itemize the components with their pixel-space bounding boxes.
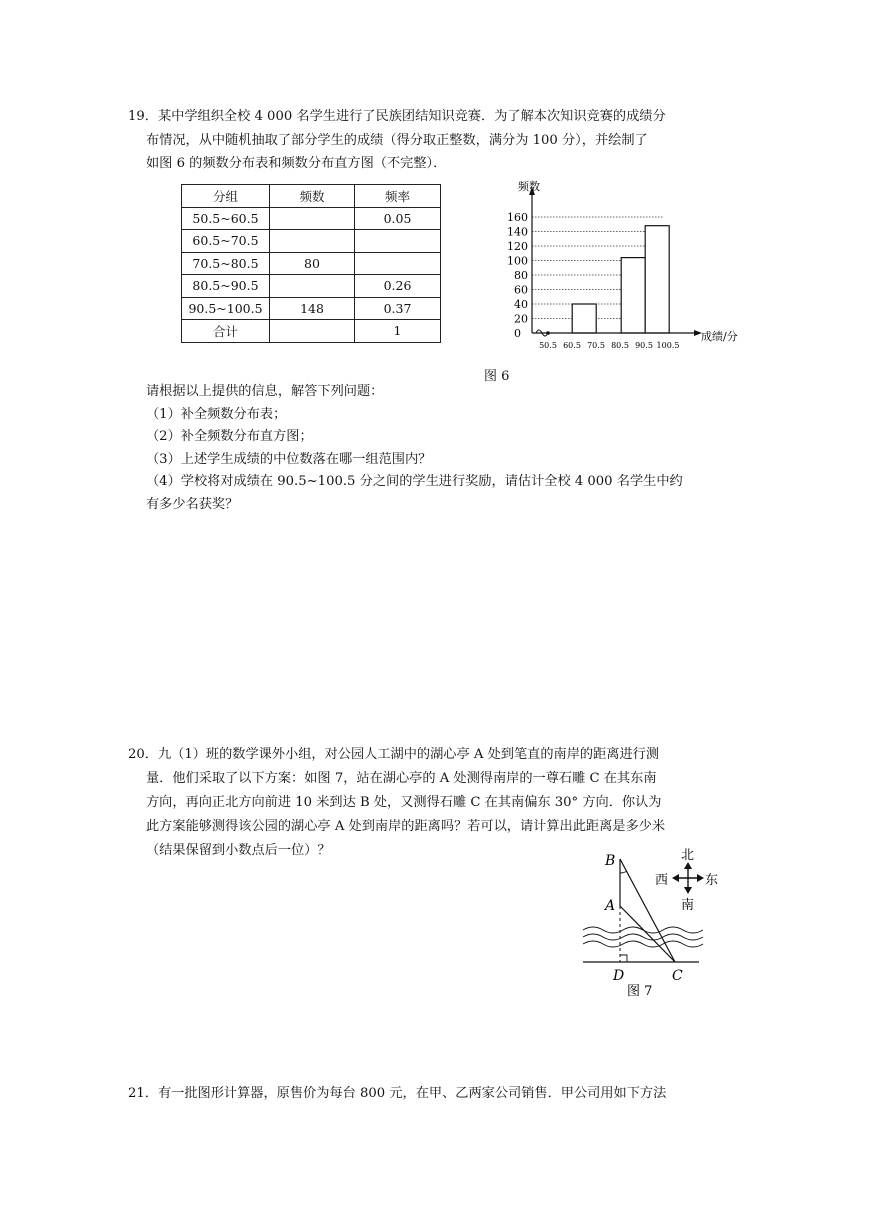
table-cell [270, 230, 355, 253]
x-axis-label: 成绩/分 [701, 330, 738, 343]
y-tick-label: 120 [507, 240, 528, 253]
figure-6-caption: 图 6 [484, 369, 510, 384]
table-cell: 148 [270, 297, 355, 320]
q19-question-intro: 请根据以上提供的信息，解答下列问题： [146, 384, 384, 399]
y-tick-label: 20 [514, 312, 528, 326]
table-row [182, 320, 441, 343]
q20-line-4: 此方案能够测得该公园的湖心亭 A 处到南岸的距离吗？若可以，请计算出此距离是多少米 [146, 819, 666, 834]
table-row [182, 275, 441, 298]
y-tick-label: 60 [514, 283, 528, 297]
table-row [182, 207, 441, 230]
table-cell: 80.5~90.5 [182, 275, 270, 298]
y-tick-label: 40 [514, 298, 528, 311]
x-tick-label: 80.5 [611, 341, 629, 350]
histogram-bar [572, 304, 596, 333]
q19-line-2: 布情况，从中随机抽取了部分学生的成绩（得分取正整数，满分为 100 分），并绘制了 [146, 133, 648, 148]
y-tick-labels [507, 211, 528, 340]
table-row [182, 230, 441, 253]
table-cell [355, 252, 441, 275]
compass-arrow-north [684, 862, 692, 869]
compass-south-label: 南 [681, 898, 695, 913]
table-cell: 1 [355, 320, 441, 343]
y-tick-label: 80 [514, 269, 528, 282]
q19-question-4-cont: 有多少名获奖？ [146, 497, 239, 512]
compass-rose [672, 862, 704, 894]
point-label-C: C [672, 968, 683, 984]
q19-question-2: （2）补全频数分布直方图； [146, 429, 313, 444]
x-tick-label: 100.5 [656, 341, 680, 350]
x-tick-labels [539, 341, 679, 350]
x-tick-label: 50.5 [539, 341, 557, 350]
table-cell [355, 230, 441, 253]
table-cell: 0.26 [355, 275, 441, 298]
x-tick-label: 60.5 [563, 341, 581, 350]
table-row [182, 252, 441, 275]
q19-question-4: （4）学校将对成绩在 90.5~100.5 分之间的学生进行奖励，请估计全校 4 000 名学生中约 [146, 474, 683, 489]
table-cell: 50.5~60.5 [182, 207, 270, 230]
frequency-table [181, 184, 441, 343]
q20-line-3: 方向，再向正北方向前进 10 米到达 B 处，又测得石雕 C 在其南偏东 30° 方向．你认为 [146, 795, 662, 810]
table-cell: 80 [270, 252, 355, 275]
point-label-A: A [605, 898, 616, 914]
table-header: 频率 [355, 185, 441, 208]
y-tick-label: 160 [507, 211, 528, 224]
chart-bars [572, 226, 669, 333]
y-axis-label: 频数 [518, 180, 540, 193]
q20-line-2: 量．他们采取了以下方案：如图 7，站在湖心亭的 A 处测得南岸的一尊石雕 C 在其东南 [146, 771, 657, 786]
q19-question-1: （1）补全频数分布表； [146, 407, 287, 422]
table-cell: 合计 [182, 320, 270, 343]
angle-arc-B [620, 871, 627, 873]
compass-arrow-west [672, 874, 679, 882]
compass-arrow-south [684, 887, 692, 894]
point-label-D: D [613, 968, 625, 984]
table-header: 频数 [270, 185, 355, 208]
y-tick-label: 140 [507, 225, 528, 239]
point-label-B: B [605, 853, 616, 869]
compass-arrow-east [697, 874, 704, 882]
histogram-bar [621, 258, 645, 333]
segment-AC [620, 906, 675, 962]
figure-7-diagram [575, 842, 735, 1002]
compass-north-label: 北 [681, 848, 695, 863]
x-tick-label: 90.5 [635, 341, 653, 350]
lake-wave [583, 941, 703, 947]
y-tick-label: 100 [507, 254, 528, 268]
q20-line-5: （结果保留到小数点后一位）？ [146, 843, 331, 858]
q21-line-1: 21．有一批图形计算器，原售价为每台 800 元，在甲、乙两家公司销售．甲公司用如下方法 [128, 1086, 667, 1101]
table-header: 分组 [182, 185, 270, 208]
figure-7-caption: 图 7 [627, 984, 653, 999]
y-tick-label: 0 [514, 327, 521, 340]
q20-line-1: 20．九（1）班的数学课外小组，对公园人工湖中的湖心亭 A 处到笔直的南岸的距离进行测 [128, 747, 660, 762]
histogram-bar [645, 226, 669, 333]
table-cell [270, 275, 355, 298]
table-cell: 90.5~100.5 [182, 297, 270, 320]
axis-origin-dot [546, 331, 550, 335]
table-cell: 70.5~80.5 [182, 252, 270, 275]
q19-line-1: 19．某中学组织全校 4 000 名学生进行了民族团结知识竞赛．为了解本次知识竞赛的成绩分 [128, 109, 666, 124]
table-cell [270, 207, 355, 230]
table-cell: 0.05 [355, 207, 441, 230]
q19-line-3: 如图 6 的频数分布表和频数分布直方图（不完整）． [146, 156, 447, 171]
x-tick-label: 70.5 [587, 341, 605, 350]
compass-east-label: 东 [705, 873, 719, 888]
right-angle-mark [620, 955, 627, 962]
table-cell [270, 320, 355, 343]
q19-question-3: （3）上述学生成绩的中位数落在哪一组范围内？ [146, 452, 432, 467]
lake-wave [583, 934, 703, 940]
table-row [182, 297, 441, 320]
table-cell: 60.5~70.5 [182, 230, 270, 253]
table-header-row [182, 185, 441, 208]
table-cell: 0.37 [355, 297, 441, 320]
frequency-histogram [500, 175, 770, 355]
compass-west-label: 西 [655, 873, 669, 888]
